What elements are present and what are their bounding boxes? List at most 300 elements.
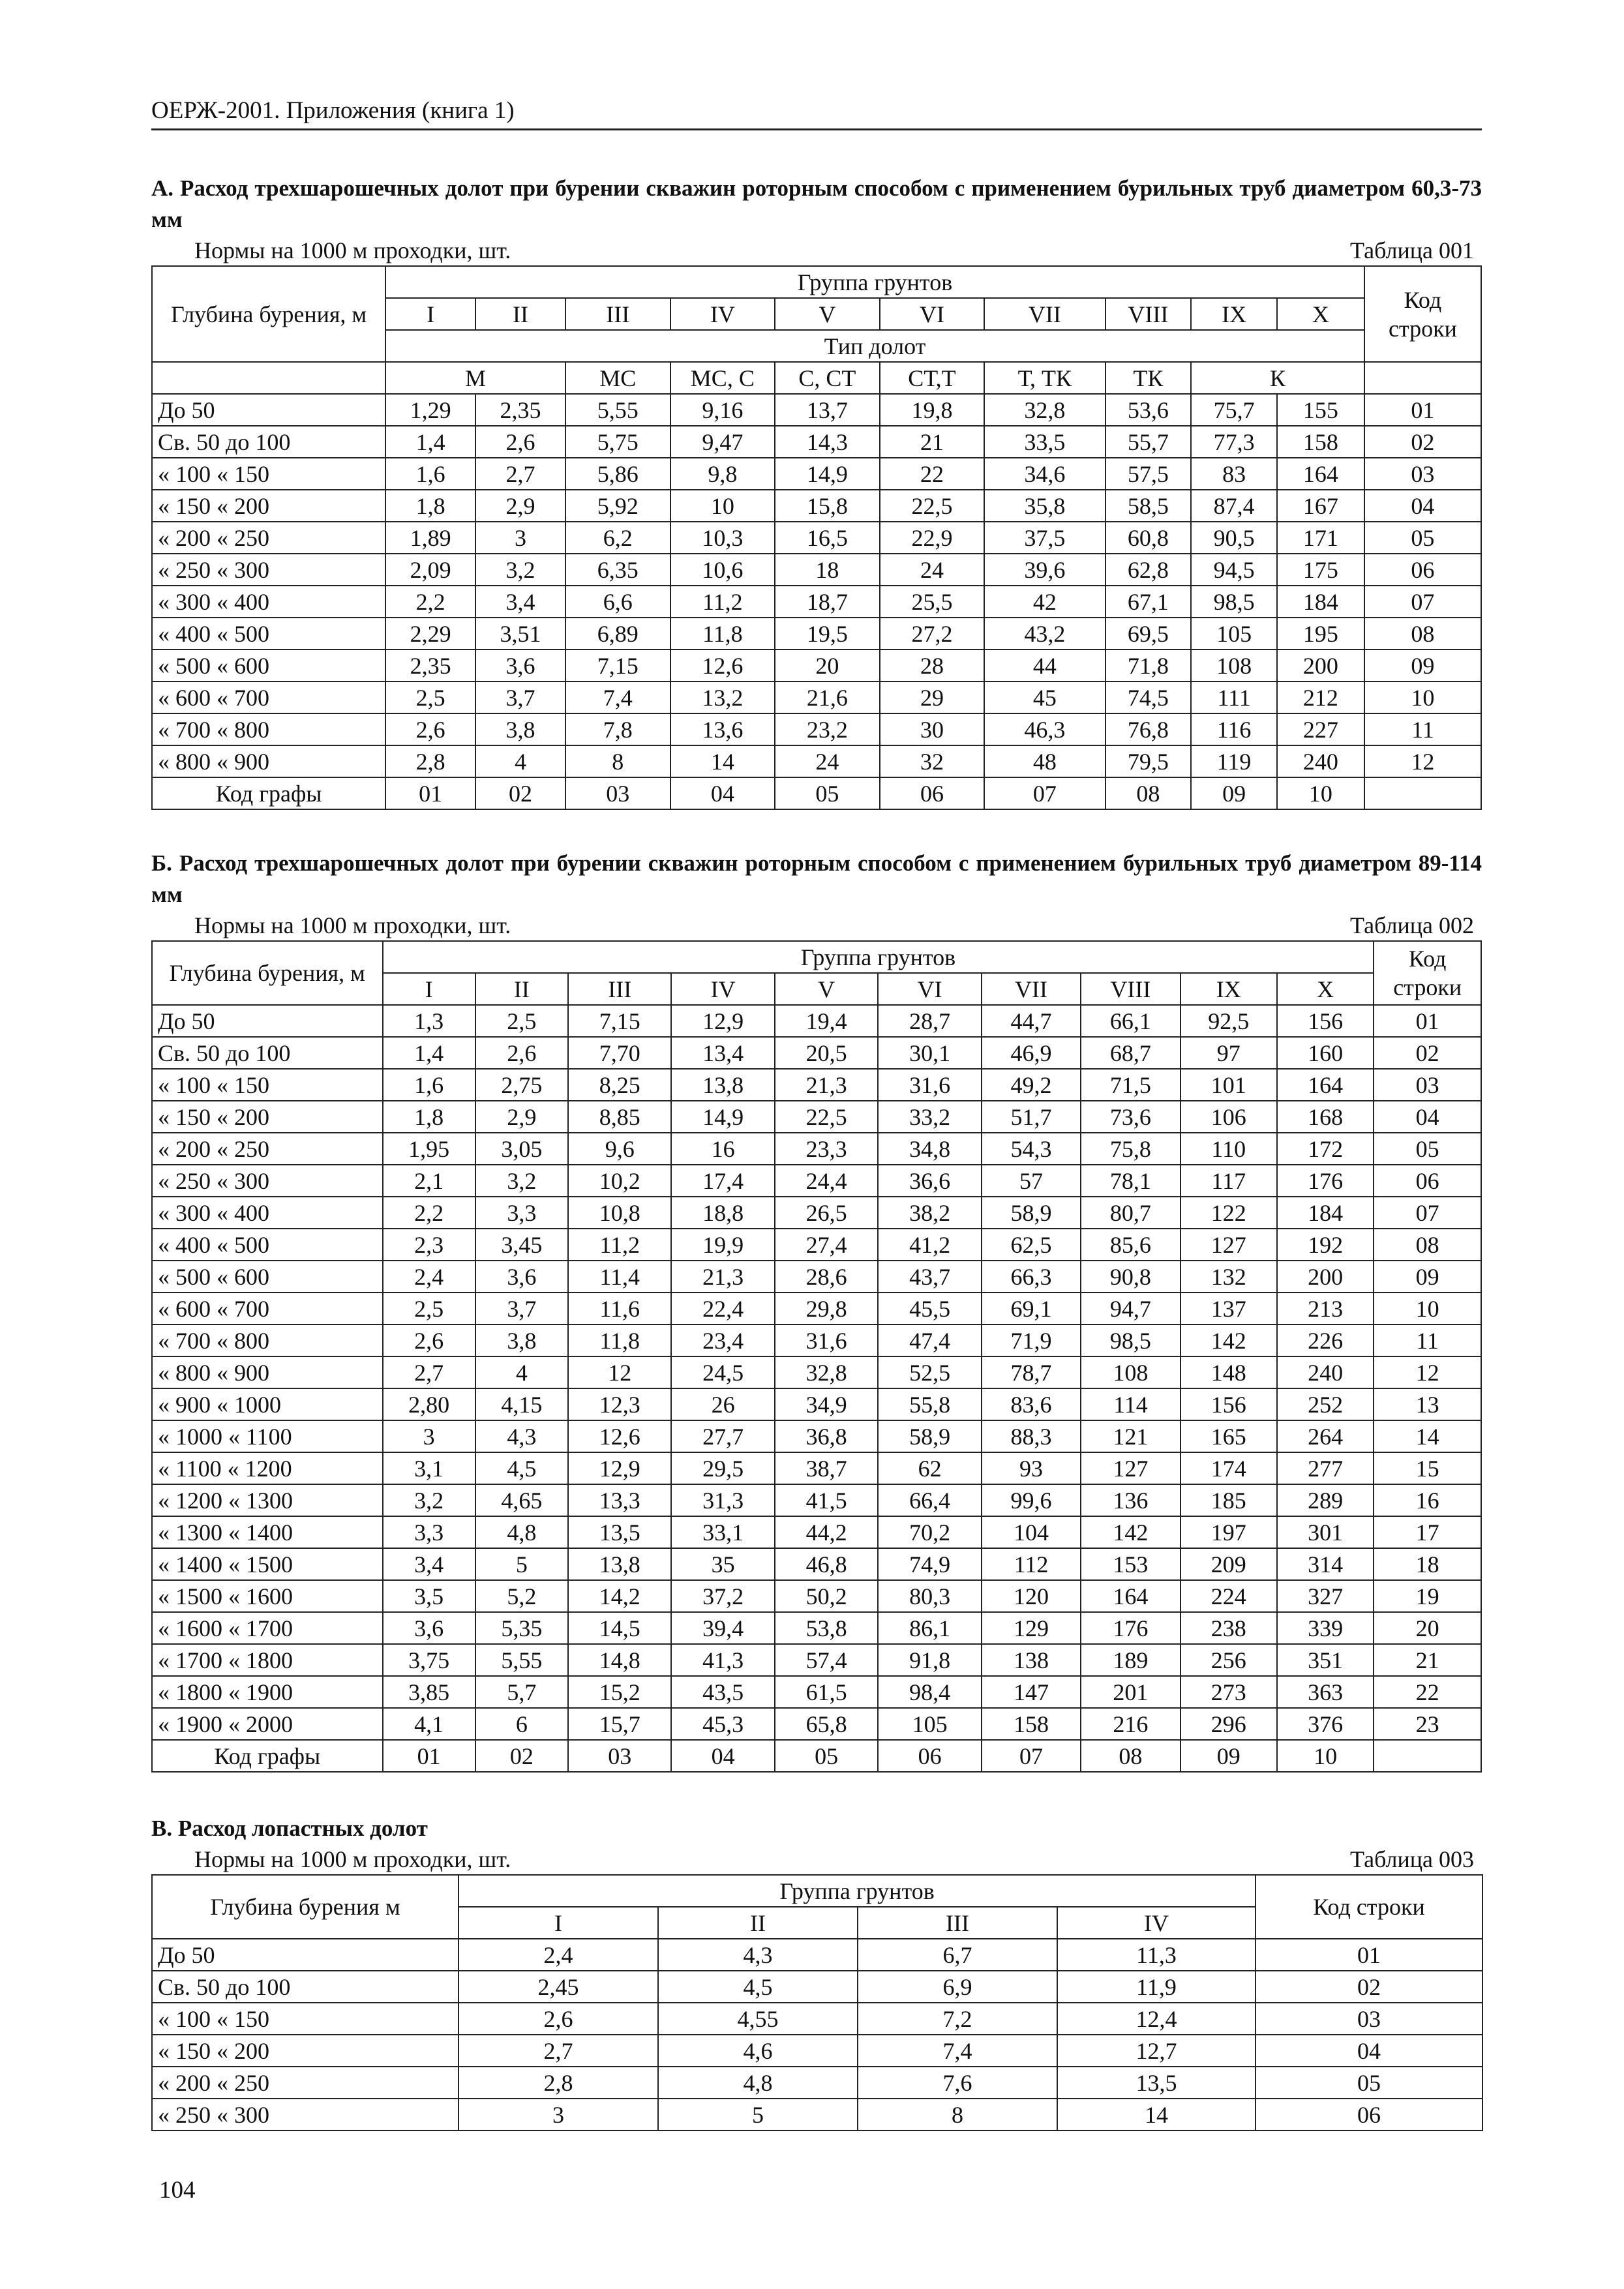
value-cell: 136	[1081, 1484, 1180, 1516]
depth-cell: « 150 « 200	[152, 1101, 383, 1133]
table-row	[152, 681, 1481, 713]
value-cell: 3,7	[475, 681, 565, 713]
column-code-cell: 03	[568, 1740, 671, 1772]
value-cell: 12	[568, 1356, 671, 1388]
value-cell: 5	[475, 1548, 568, 1580]
value-cell: 2,8	[459, 2067, 658, 2099]
value-cell: 212	[1277, 681, 1364, 713]
table-row	[152, 1708, 1481, 1740]
table-row	[152, 1069, 1481, 1101]
value-cell: 58,5	[1105, 490, 1192, 522]
value-cell: 71,9	[982, 1324, 1081, 1356]
value-cell: 301	[1277, 1516, 1374, 1548]
value-cell: 142	[1180, 1324, 1277, 1356]
value-cell: 1,4	[383, 1037, 475, 1069]
value-cell: 66,1	[1081, 1005, 1180, 1037]
depth-cell: « 1900 « 2000	[152, 1708, 383, 1740]
value-cell: 2,7	[475, 458, 565, 490]
table-003	[151, 1874, 1483, 2131]
value-cell: 175	[1277, 554, 1364, 586]
value-cell: 36,8	[775, 1420, 878, 1452]
col-header-group: Группа грунтов	[459, 1875, 1256, 1907]
value-cell: 104	[982, 1516, 1081, 1548]
row-code-cell: 06	[1256, 2099, 1482, 2131]
value-cell: 8,25	[568, 1069, 671, 1101]
value-cell: 5,86	[565, 458, 670, 490]
value-cell: 78,1	[1081, 1165, 1180, 1197]
value-cell: 122	[1180, 1197, 1277, 1229]
value-cell: 29,8	[775, 1293, 878, 1324]
column-code-cell: 04	[670, 777, 775, 809]
table-row	[152, 1293, 1481, 1324]
value-cell: 62	[878, 1452, 981, 1484]
value-cell: 48	[984, 745, 1105, 777]
value-cell: 3,4	[383, 1548, 475, 1580]
value-cell: 73,6	[1081, 1101, 1180, 1133]
value-cell: 62,8	[1105, 554, 1192, 586]
row-code-cell: 20	[1374, 1612, 1481, 1644]
value-cell: 6,89	[565, 618, 670, 650]
value-cell: 277	[1277, 1452, 1374, 1484]
value-cell: 90,8	[1081, 1261, 1180, 1293]
group-header: VII	[982, 973, 1081, 1005]
value-cell: 57	[982, 1165, 1081, 1197]
value-cell: 184	[1277, 586, 1364, 618]
value-cell: 158	[1277, 426, 1364, 458]
value-cell: 2,5	[385, 681, 475, 713]
value-cell: 7,70	[568, 1037, 671, 1069]
row-code-cell: 02	[1364, 426, 1481, 458]
value-cell: 108	[1191, 650, 1277, 681]
value-cell: 45,5	[878, 1293, 981, 1324]
value-cell: 71,5	[1081, 1069, 1180, 1101]
value-cell: 5,35	[475, 1612, 568, 1644]
value-cell: 3,2	[475, 1165, 568, 1197]
group-header: III	[565, 298, 670, 330]
value-cell: 2,5	[383, 1293, 475, 1324]
value-cell: 2,6	[475, 426, 565, 458]
row-code-cell: 01	[1256, 1939, 1482, 1971]
value-cell: 14,9	[671, 1101, 774, 1133]
value-cell: 33,5	[984, 426, 1105, 458]
value-cell: 164	[1081, 1580, 1180, 1612]
value-cell: 12,7	[1057, 2035, 1256, 2067]
value-cell: 14,9	[775, 458, 880, 490]
type-header-spacer	[152, 362, 385, 394]
row-code-cell: 23	[1374, 1708, 1481, 1740]
value-cell: 31,3	[671, 1484, 774, 1516]
row-code-cell: 03	[1256, 2003, 1482, 2035]
value-cell: 33,2	[878, 1101, 981, 1133]
group-header: II	[658, 1907, 858, 1939]
depth-cell: « 200 « 250	[152, 1133, 383, 1165]
value-cell: 98,5	[1081, 1324, 1180, 1356]
group-header: VI	[880, 298, 985, 330]
table-002-title: Б. Расход трехшарошечных долот при бурении скважин роторным способом с применением бурильных труб диаметром 89-114 мм	[151, 850, 1482, 907]
value-cell: 2,9	[475, 490, 565, 522]
group-header: VIII	[1081, 973, 1180, 1005]
value-cell: 116	[1191, 713, 1277, 745]
value-cell: 6,2	[565, 522, 670, 554]
value-cell: 68,7	[1081, 1037, 1180, 1069]
table-003-subline	[151, 1844, 1482, 1874]
value-cell: 6,7	[858, 1939, 1057, 1971]
value-cell: 240	[1277, 1356, 1374, 1388]
col-header-code: Код строки	[1364, 266, 1481, 362]
value-cell: 2,75	[475, 1069, 568, 1101]
value-cell: 273	[1180, 1676, 1277, 1708]
value-cell: 62,5	[982, 1229, 1081, 1261]
table-row	[152, 1261, 1481, 1293]
row-code-cell: 10	[1374, 1293, 1481, 1324]
value-cell: 58,9	[982, 1197, 1081, 1229]
value-cell: 167	[1277, 490, 1364, 522]
value-cell: 91,8	[878, 1644, 981, 1676]
value-cell: 5,75	[565, 426, 670, 458]
value-cell: 55,8	[878, 1388, 981, 1420]
value-cell: 9,8	[670, 458, 775, 490]
table-row	[152, 1452, 1481, 1484]
value-cell: 117	[1180, 1165, 1277, 1197]
value-cell: 240	[1277, 745, 1364, 777]
value-cell: 13,4	[671, 1037, 774, 1069]
value-cell: 3	[383, 1420, 475, 1452]
depth-cell: « 250 « 300	[152, 2099, 459, 2131]
value-cell: 10,8	[568, 1197, 671, 1229]
depth-cell: « 100 « 150	[152, 458, 385, 490]
value-cell: 3,4	[475, 586, 565, 618]
value-cell: 2,6	[385, 713, 475, 745]
depth-cell: « 200 « 250	[152, 2067, 459, 2099]
value-cell: 3,3	[475, 1197, 568, 1229]
value-cell: 46,8	[775, 1548, 878, 1580]
value-cell: 238	[1180, 1612, 1277, 1644]
column-code-cell: 10	[1277, 1740, 1374, 1772]
depth-cell: « 250 « 300	[152, 1165, 383, 1197]
value-cell: 363	[1277, 1676, 1374, 1708]
group-header: VIII	[1105, 298, 1192, 330]
value-cell: 14	[1057, 2099, 1256, 2131]
value-cell: 43,5	[671, 1676, 774, 1708]
value-cell: 13,5	[568, 1516, 671, 1548]
row-code-cell: 04	[1364, 490, 1481, 522]
value-cell: 53,8	[775, 1612, 878, 1644]
column-code-cell: 09	[1191, 777, 1277, 809]
value-cell: 3,85	[383, 1676, 475, 1708]
value-cell: 29,5	[671, 1452, 774, 1484]
value-cell: 46,9	[982, 1037, 1081, 1069]
depth-cell: « 800 « 900	[152, 745, 385, 777]
row-code-cell: 11	[1364, 713, 1481, 745]
depth-cell: « 700 « 800	[152, 713, 385, 745]
value-cell: 47,4	[878, 1324, 981, 1356]
value-cell: 98,5	[1191, 586, 1277, 618]
value-cell: 2,45	[459, 1971, 658, 2003]
table-row	[152, 394, 1481, 426]
value-cell: 66,4	[878, 1484, 981, 1516]
column-code-cell: 05	[775, 777, 880, 809]
depth-cell: Св. 50 до 100	[152, 1971, 459, 2003]
value-cell: 14	[670, 745, 775, 777]
table-row	[152, 2003, 1482, 2035]
table-row	[152, 745, 1481, 777]
row-code-cell: 16	[1374, 1484, 1481, 1516]
value-cell: 6,35	[565, 554, 670, 586]
footer-label: Код графы	[152, 1740, 383, 1772]
value-cell: 4,65	[475, 1484, 568, 1516]
value-cell: 3,7	[475, 1293, 568, 1324]
table-row	[152, 1484, 1481, 1516]
value-cell: 33,1	[671, 1516, 774, 1548]
table-001-subline	[151, 235, 1482, 265]
value-cell: 119	[1191, 745, 1277, 777]
table-row	[152, 1676, 1481, 1708]
value-cell: 34,6	[984, 458, 1105, 490]
depth-cell: « 150 « 200	[152, 490, 385, 522]
depth-cell: « 600 « 700	[152, 1293, 383, 1324]
value-cell: 12,9	[671, 1005, 774, 1037]
value-cell: 195	[1277, 618, 1364, 650]
value-cell: 22	[880, 458, 985, 490]
value-cell: 61,5	[775, 1676, 878, 1708]
value-cell: 3,2	[475, 554, 565, 586]
value-cell: 3,05	[475, 1133, 568, 1165]
header-row	[152, 1875, 1482, 1907]
value-cell: 16,5	[775, 522, 880, 554]
value-cell: 155	[1277, 394, 1364, 426]
page-header: ОЕРЖ-2001. Приложения (книга 1)	[151, 97, 1482, 130]
value-cell: 13,2	[670, 681, 775, 713]
value-cell: 90,5	[1191, 522, 1277, 554]
value-cell: 3,6	[475, 650, 565, 681]
group-header: III	[568, 973, 671, 1005]
value-cell: 83	[1191, 458, 1277, 490]
value-cell: 2,35	[475, 394, 565, 426]
value-cell: 4,55	[658, 2003, 858, 2035]
row-code-cell: 13	[1374, 1388, 1481, 1420]
value-cell: 114	[1081, 1388, 1180, 1420]
value-cell: 10,3	[670, 522, 775, 554]
col-header-type: Тип долот	[385, 330, 1364, 362]
value-cell: 6,9	[858, 1971, 1057, 2003]
footer-empty	[1374, 1740, 1481, 1772]
table-row	[152, 1939, 1482, 1971]
value-cell: 11,2	[670, 586, 775, 618]
type-header: ТК	[1105, 362, 1192, 394]
value-cell: 24	[880, 554, 985, 586]
row-code-cell: 12	[1364, 745, 1481, 777]
column-code-cell: 02	[475, 1740, 568, 1772]
table-001-norms: Нормы на 1000 м проходки, шт.	[194, 237, 511, 263]
value-cell: 31,6	[878, 1069, 981, 1101]
value-cell: 164	[1277, 458, 1364, 490]
value-cell: 55,7	[1105, 426, 1192, 458]
group-header: IV	[671, 973, 774, 1005]
value-cell: 3,6	[383, 1612, 475, 1644]
value-cell: 189	[1081, 1644, 1180, 1676]
value-cell: 7,6	[858, 2067, 1057, 2099]
table-row	[152, 458, 1481, 490]
value-cell: 22,4	[671, 1293, 774, 1324]
table-003-norms: Нормы на 1000 м проходки, шт.	[194, 1846, 511, 1872]
value-cell: 2,6	[459, 2003, 658, 2035]
value-cell: 339	[1277, 1612, 1374, 1644]
value-cell: 9,16	[670, 394, 775, 426]
group-header: X	[1277, 298, 1364, 330]
depth-cell: « 250 « 300	[152, 554, 385, 586]
value-cell: 18,8	[671, 1197, 774, 1229]
depth-cell: « 600 « 700	[152, 681, 385, 713]
value-cell: 3	[459, 2099, 658, 2131]
value-cell: 35	[671, 1548, 774, 1580]
col-header-depth: Глубина бурения, м	[152, 941, 383, 1005]
value-cell: 138	[982, 1644, 1081, 1676]
value-cell: 99,6	[982, 1484, 1081, 1516]
value-cell: 34,8	[878, 1133, 981, 1165]
value-cell: 31,6	[775, 1324, 878, 1356]
value-cell: 105	[1191, 618, 1277, 650]
table-row	[152, 1133, 1481, 1165]
group-header: VI	[878, 973, 981, 1005]
value-cell: 3,6	[475, 1261, 568, 1293]
value-cell: 24,5	[671, 1356, 774, 1388]
depth-cell: « 1000 « 1100	[152, 1420, 383, 1452]
column-code-cell: 03	[565, 777, 670, 809]
table-row	[152, 1197, 1481, 1229]
value-cell: 197	[1180, 1516, 1277, 1548]
value-cell: 4,5	[658, 1971, 858, 2003]
table-row	[152, 2035, 1482, 2067]
value-cell: 69,1	[982, 1293, 1081, 1324]
row-code-cell: 07	[1364, 586, 1481, 618]
value-cell: 2,5	[475, 1005, 568, 1037]
value-cell: 11,8	[568, 1324, 671, 1356]
type-header: Т, ТК	[984, 362, 1105, 394]
row-code-cell: 14	[1374, 1420, 1481, 1452]
value-cell: 2,29	[385, 618, 475, 650]
value-cell: 2,6	[383, 1324, 475, 1356]
value-cell: 200	[1277, 650, 1364, 681]
table-002-norms: Нормы на 1000 м проходки, шт.	[194, 912, 511, 938]
table-001	[151, 265, 1482, 810]
row-code-cell: 01	[1374, 1005, 1481, 1037]
depth-cell: « 400 « 500	[152, 1229, 383, 1261]
type-header: МС	[565, 362, 670, 394]
table-row	[152, 1388, 1481, 1420]
depth-cell: « 1100 « 1200	[152, 1452, 383, 1484]
value-cell: 14,2	[568, 1580, 671, 1612]
value-cell: 171	[1277, 522, 1364, 554]
value-cell: 168	[1277, 1101, 1374, 1133]
group-header: I	[385, 298, 475, 330]
value-cell: 75,8	[1081, 1133, 1180, 1165]
table-row	[152, 1420, 1481, 1452]
column-code-cell: 01	[383, 1740, 475, 1772]
value-cell: 13,8	[671, 1069, 774, 1101]
table-row	[152, 426, 1481, 458]
value-cell: 129	[982, 1612, 1081, 1644]
group-header: VII	[984, 298, 1105, 330]
value-cell: 76,8	[1105, 713, 1192, 745]
value-cell: 216	[1081, 1708, 1180, 1740]
value-cell: 3,2	[383, 1484, 475, 1516]
value-cell: 27,2	[880, 618, 985, 650]
value-cell: 213	[1277, 1293, 1374, 1324]
column-code-cell: 06	[878, 1740, 981, 1772]
group-header: II	[475, 298, 565, 330]
table-row	[152, 2099, 1482, 2131]
value-cell: 29	[880, 681, 985, 713]
table-row	[152, 1612, 1481, 1644]
table-row	[152, 490, 1481, 522]
value-cell: 11,6	[568, 1293, 671, 1324]
value-cell: 1,6	[383, 1069, 475, 1101]
column-code-cell: 07	[982, 1740, 1081, 1772]
table-row	[152, 1516, 1481, 1548]
value-cell: 22,5	[880, 490, 985, 522]
table-row	[152, 650, 1481, 681]
type-header: К	[1191, 362, 1364, 394]
group-header: IX	[1191, 298, 1277, 330]
value-cell: 13,8	[568, 1548, 671, 1580]
depth-cell: Св. 50 до 100	[152, 1037, 383, 1069]
value-cell: 49,2	[982, 1069, 1081, 1101]
table-row	[152, 1356, 1481, 1388]
value-cell: 108	[1081, 1356, 1180, 1388]
value-cell: 127	[1180, 1229, 1277, 1261]
value-cell: 264	[1277, 1420, 1374, 1452]
value-cell: 327	[1277, 1580, 1374, 1612]
value-cell: 2,8	[385, 745, 475, 777]
row-code-cell: 09	[1364, 650, 1481, 681]
header-row	[152, 266, 1481, 298]
value-cell: 4	[475, 745, 565, 777]
row-code-cell: 22	[1374, 1676, 1481, 1708]
row-code-cell: 01	[1364, 394, 1481, 426]
row-code-cell: 08	[1364, 618, 1481, 650]
value-cell: 2,7	[383, 1356, 475, 1388]
value-cell: 57,4	[775, 1644, 878, 1676]
value-cell: 87,4	[1191, 490, 1277, 522]
value-cell: 111	[1191, 681, 1277, 713]
table-row	[152, 1580, 1481, 1612]
value-cell: 10	[670, 490, 775, 522]
row-code-cell: 02	[1256, 1971, 1482, 2003]
value-cell: 19,4	[775, 1005, 878, 1037]
row-code-cell: 03	[1364, 458, 1481, 490]
value-cell: 13,7	[775, 394, 880, 426]
value-cell: 16	[671, 1133, 774, 1165]
value-cell: 185	[1180, 1484, 1277, 1516]
depth-cell: « 400 « 500	[152, 618, 385, 650]
value-cell: 3,45	[475, 1229, 568, 1261]
value-cell: 93	[982, 1452, 1081, 1484]
table-002-subline	[151, 910, 1482, 940]
depth-cell: До 50	[152, 1939, 459, 1971]
header-row	[152, 941, 1481, 973]
value-cell: 7,15	[568, 1005, 671, 1037]
value-cell: 8	[858, 2099, 1057, 2131]
value-cell: 78,7	[982, 1356, 1081, 1388]
column-code-cell: 07	[984, 777, 1105, 809]
value-cell: 8,85	[568, 1101, 671, 1133]
table-row	[152, 1971, 1482, 2003]
value-cell: 38,7	[775, 1452, 878, 1484]
value-cell: 74,9	[878, 1548, 981, 1580]
value-cell: 3,75	[383, 1644, 475, 1676]
col-header-depth: Глубина бурения м	[152, 1875, 459, 1939]
value-cell: 14,8	[568, 1644, 671, 1676]
